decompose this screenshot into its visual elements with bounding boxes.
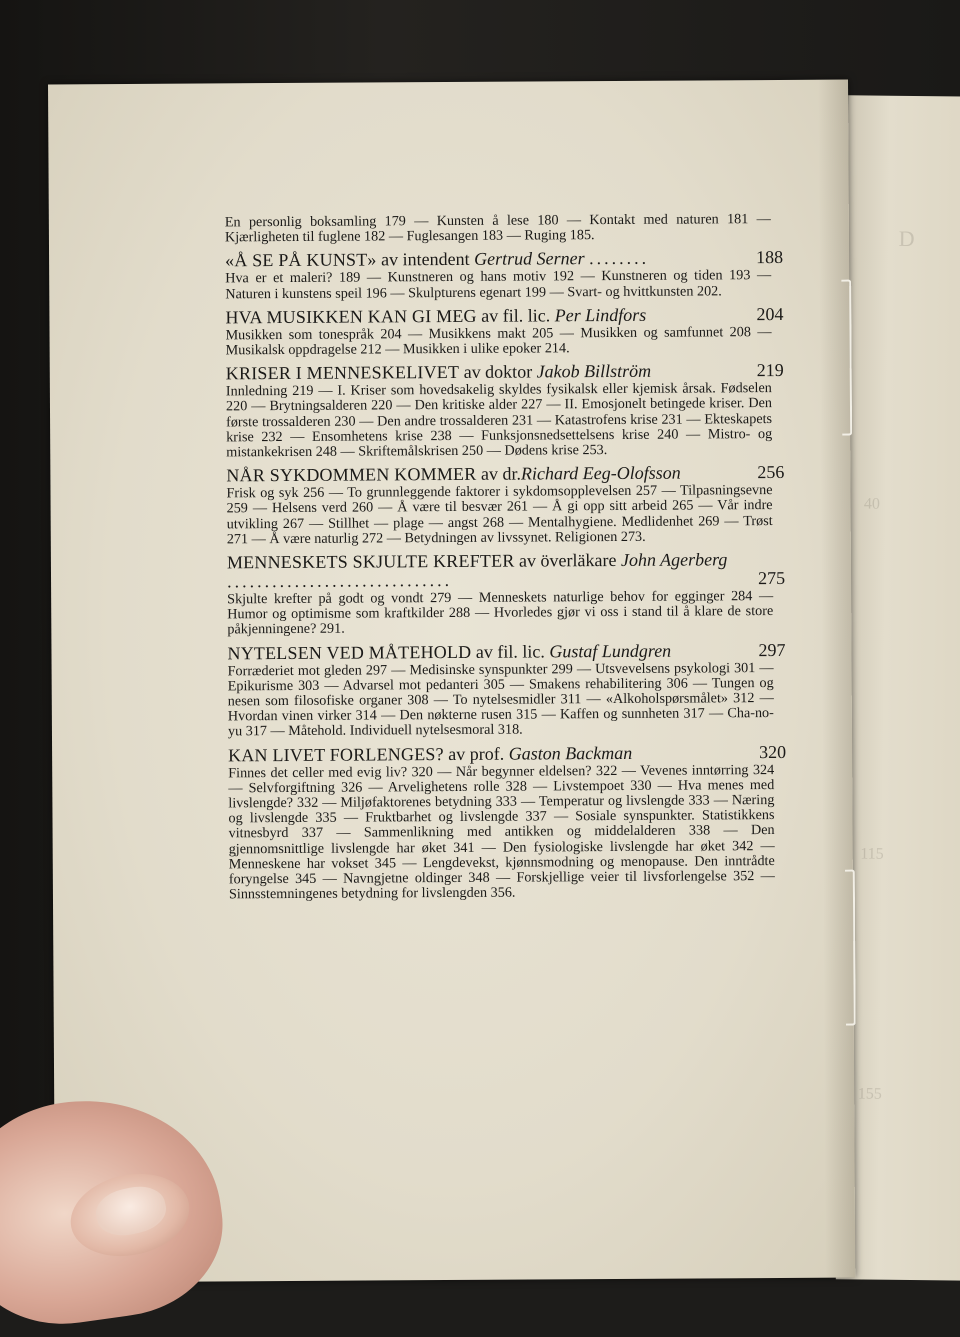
toc-entry-author: Gertrud Serner [474, 248, 585, 270]
toc-entry-prefix: av fil. lic. [475, 641, 545, 662]
toc-entry [226, 549, 786, 638]
toc-entry [227, 639, 786, 740]
ghost-text-2: 40 [863, 495, 881, 513]
binding-stitch-top [841, 280, 852, 436]
ghost-text-4: 155 [857, 1085, 882, 1103]
toc-entry-subtopics: Skjulte krefter på godt og vondt 279 — Menneskets naturlige behov for egginger 284 — Humor og optimisme som kraftkilder 288 — Hvorledes gjør vi oss i stand til å klare de store påkjenningene? 291. [227, 588, 774, 638]
toc-entry-subtopics: Innledning 219 — I. Kriser som hovedsakelig skyldes fysikalsk eller kjemisk årsak. Fødselen 220 — Brytningsalderen 220 — Den kritiske alder 227 — II. Emosjonelt betingede kriser. Den første trossalderen 230 — Den andre trossalderen 231 — Katastrofens krise 231 — Ekteskapets krise 232 — Ensomhetens krise 238 — Funksjonsnedsettelsens krise 240 — Mistro- og mistankekrisen 248 — Skriftemålskrisen 250 — Dødens krise 253. [225, 380, 773, 461]
toc-entry-author: Per Lindfors [554, 304, 647, 326]
toc-entry-page-number: 204 [756, 303, 784, 324]
toc-entry-title: HVA MUSIKKEN KAN GI MEG [225, 305, 477, 328]
toc-entry [226, 462, 785, 548]
toc-entry [225, 247, 784, 302]
toc-entry-heading [228, 741, 787, 766]
ghost-text-3: 115 [860, 845, 884, 863]
toc-entry-author: Gaston Backman [508, 742, 633, 764]
toc-entry-prefix: av intendent [381, 249, 470, 270]
toc-entry-title: MENNESKETS SKJULTE KREFTER [226, 550, 515, 573]
toc-entry-author: Richard Eeg-Olofsson [520, 462, 681, 484]
toc-entry-page-number: 297 [758, 639, 786, 660]
toc-entry-title: NYTELSEN VED MÅTEHOLD [227, 641, 472, 664]
toc-entry-author: Jakob Billström [536, 360, 652, 382]
toc-entry-author: Gustaf Lundgren [549, 640, 672, 662]
toc-entry-prefix: av doktor [463, 361, 533, 383]
toc-entry-title: KAN LIVET FORLENGES? [228, 743, 444, 766]
toc-entry-prefix: av överläkare [518, 550, 617, 571]
toc-entry-page-number: 256 [757, 462, 785, 483]
facing-page [836, 95, 960, 1280]
toc-entry-title: «Å SE PÅ KUNST» [225, 249, 377, 271]
toc-entry [228, 741, 787, 903]
toc-entry-heading [227, 639, 786, 664]
toc-entry-continued-body: En personlig boksamling 179 — Kunsten å lese 180 — Kontakt med naturen 181 — Kjærligheten til fuglene 182 — Fuglesangen 183 — Ruging 185. [224, 211, 771, 246]
binding-stitch-bottom [845, 870, 856, 1026]
toc-entry-page-number: 320 [759, 741, 787, 762]
toc-entry [225, 303, 784, 359]
toc-entry-heading [226, 549, 786, 592]
toc-entry-heading [225, 247, 784, 271]
toc-entry-subtopics: Hva er et maleri? 189 — Kunstneren og hans motiv 192 — Kunstneren og tiden 193 — Naturen i kunstens speil 196 — Skulpturens egenart 199 — Svart- og hvittkunsten 202. [225, 267, 772, 302]
toc-entry-heading [225, 360, 784, 384]
toc-entry-heading [226, 462, 785, 486]
toc-entry-subtopics: Finnes det celler med evig liv? 320 — Når begynner eldelsen? 322 — Vevenes inntørring 324 — Selvforgiftning 326 — Arvelighetens rolle 328 — Livstempoet 330 — Hva menes med livslengde? 332 — Miljøfaktorenes betydning 333 — Temperatur og livslengde 333 — Næring og livslengde 335 — Fruktbarhet og livslengde 337 — Sosiale synspunkter. Statistikkens vitnesbyrd 337 — Sammenlikning med antikken og middelalderen 338 — Den gjennomsnittlige livslengde har øket 341 — Den fysiologiske livslengde har øket 342 — Menneskene har vokset 345 — Lengdevekst, kjønnsmodning og menopause. Den inntrådte foryngelse 345 — Navngjetne oldinger 348 — Forskjellige veier til livsforlengelse 352 — Sinnsstemningenes betydning for livslengden 356. [228, 761, 775, 903]
toc-entry-title: KRISER I MENNESKELIVET [225, 362, 460, 384]
toc-entry-heading [225, 303, 784, 328]
toc-entry [225, 360, 784, 461]
toc-entry-page-number: 188 [756, 247, 784, 268]
toc-entry-leader: .............................. [226, 570, 453, 592]
toc-entry-prefix: av prof. [448, 743, 505, 764]
toc-entry-author: John Agerberg [620, 549, 728, 570]
toc-entry-page-number: 275 [757, 567, 786, 589]
toc-entry-subtopics: Forræderiet mot gleden 297 — Medisinske synspunkter 299 — Utsvevelsens psykologi 301 — Epikurisme 303 — Advarsel mot pedanteri 305 — Smakens rehabilitering 306 — Tungen og nesen som filosofiske organer 308 — To nytelsesmidler 311 — «Alkoholspørsmålet» 312 — Hvordan vinen virker 314 — Den nøkterne rusen 315 — Kaffen og sunnheten 317 — Cha-no-yu 317 — Måtehold. Individuell nytelsesmoral 318. [227, 659, 774, 740]
book-page [48, 80, 855, 1283]
ghost-text-1: D [898, 225, 915, 252]
table-of-contents [224, 211, 787, 909]
toc-entry-prefix: av dr. [480, 463, 521, 485]
toc-entry-title: NÅR SYKDOMMEN KOMMER [226, 464, 477, 486]
toc-entry-leader: ........ [589, 248, 650, 269]
toc-entry-subtopics: Musikken som tonespråk 204 — Musikkens makt 205 — Musikken og samfunnet 208 — Musikalsk oppdragelse 212 — Musikken i ulike epoker 214. [225, 323, 772, 359]
toc-entry-page-number: 219 [756, 360, 784, 381]
toc-entry-subtopics: Frisk og syk 256 — To grunnleggende faktorer i sykdomsopplevelsen 257 — Tilpasningsevne 259 — Helsens verd 260 — Å være til besvær 261 — Å gi opp sitt arbeid 265 — Vår indre utvikling 267 — Stillhet — plage — angst 268 — Mentalhygiene. Medlidenhet 269 — Trøst 271 — Å være naturlig 272 — Betydningen av livssynet. Religionen 273. [226, 482, 773, 548]
toc-entry-prefix: av fil. lic. [481, 305, 551, 326]
